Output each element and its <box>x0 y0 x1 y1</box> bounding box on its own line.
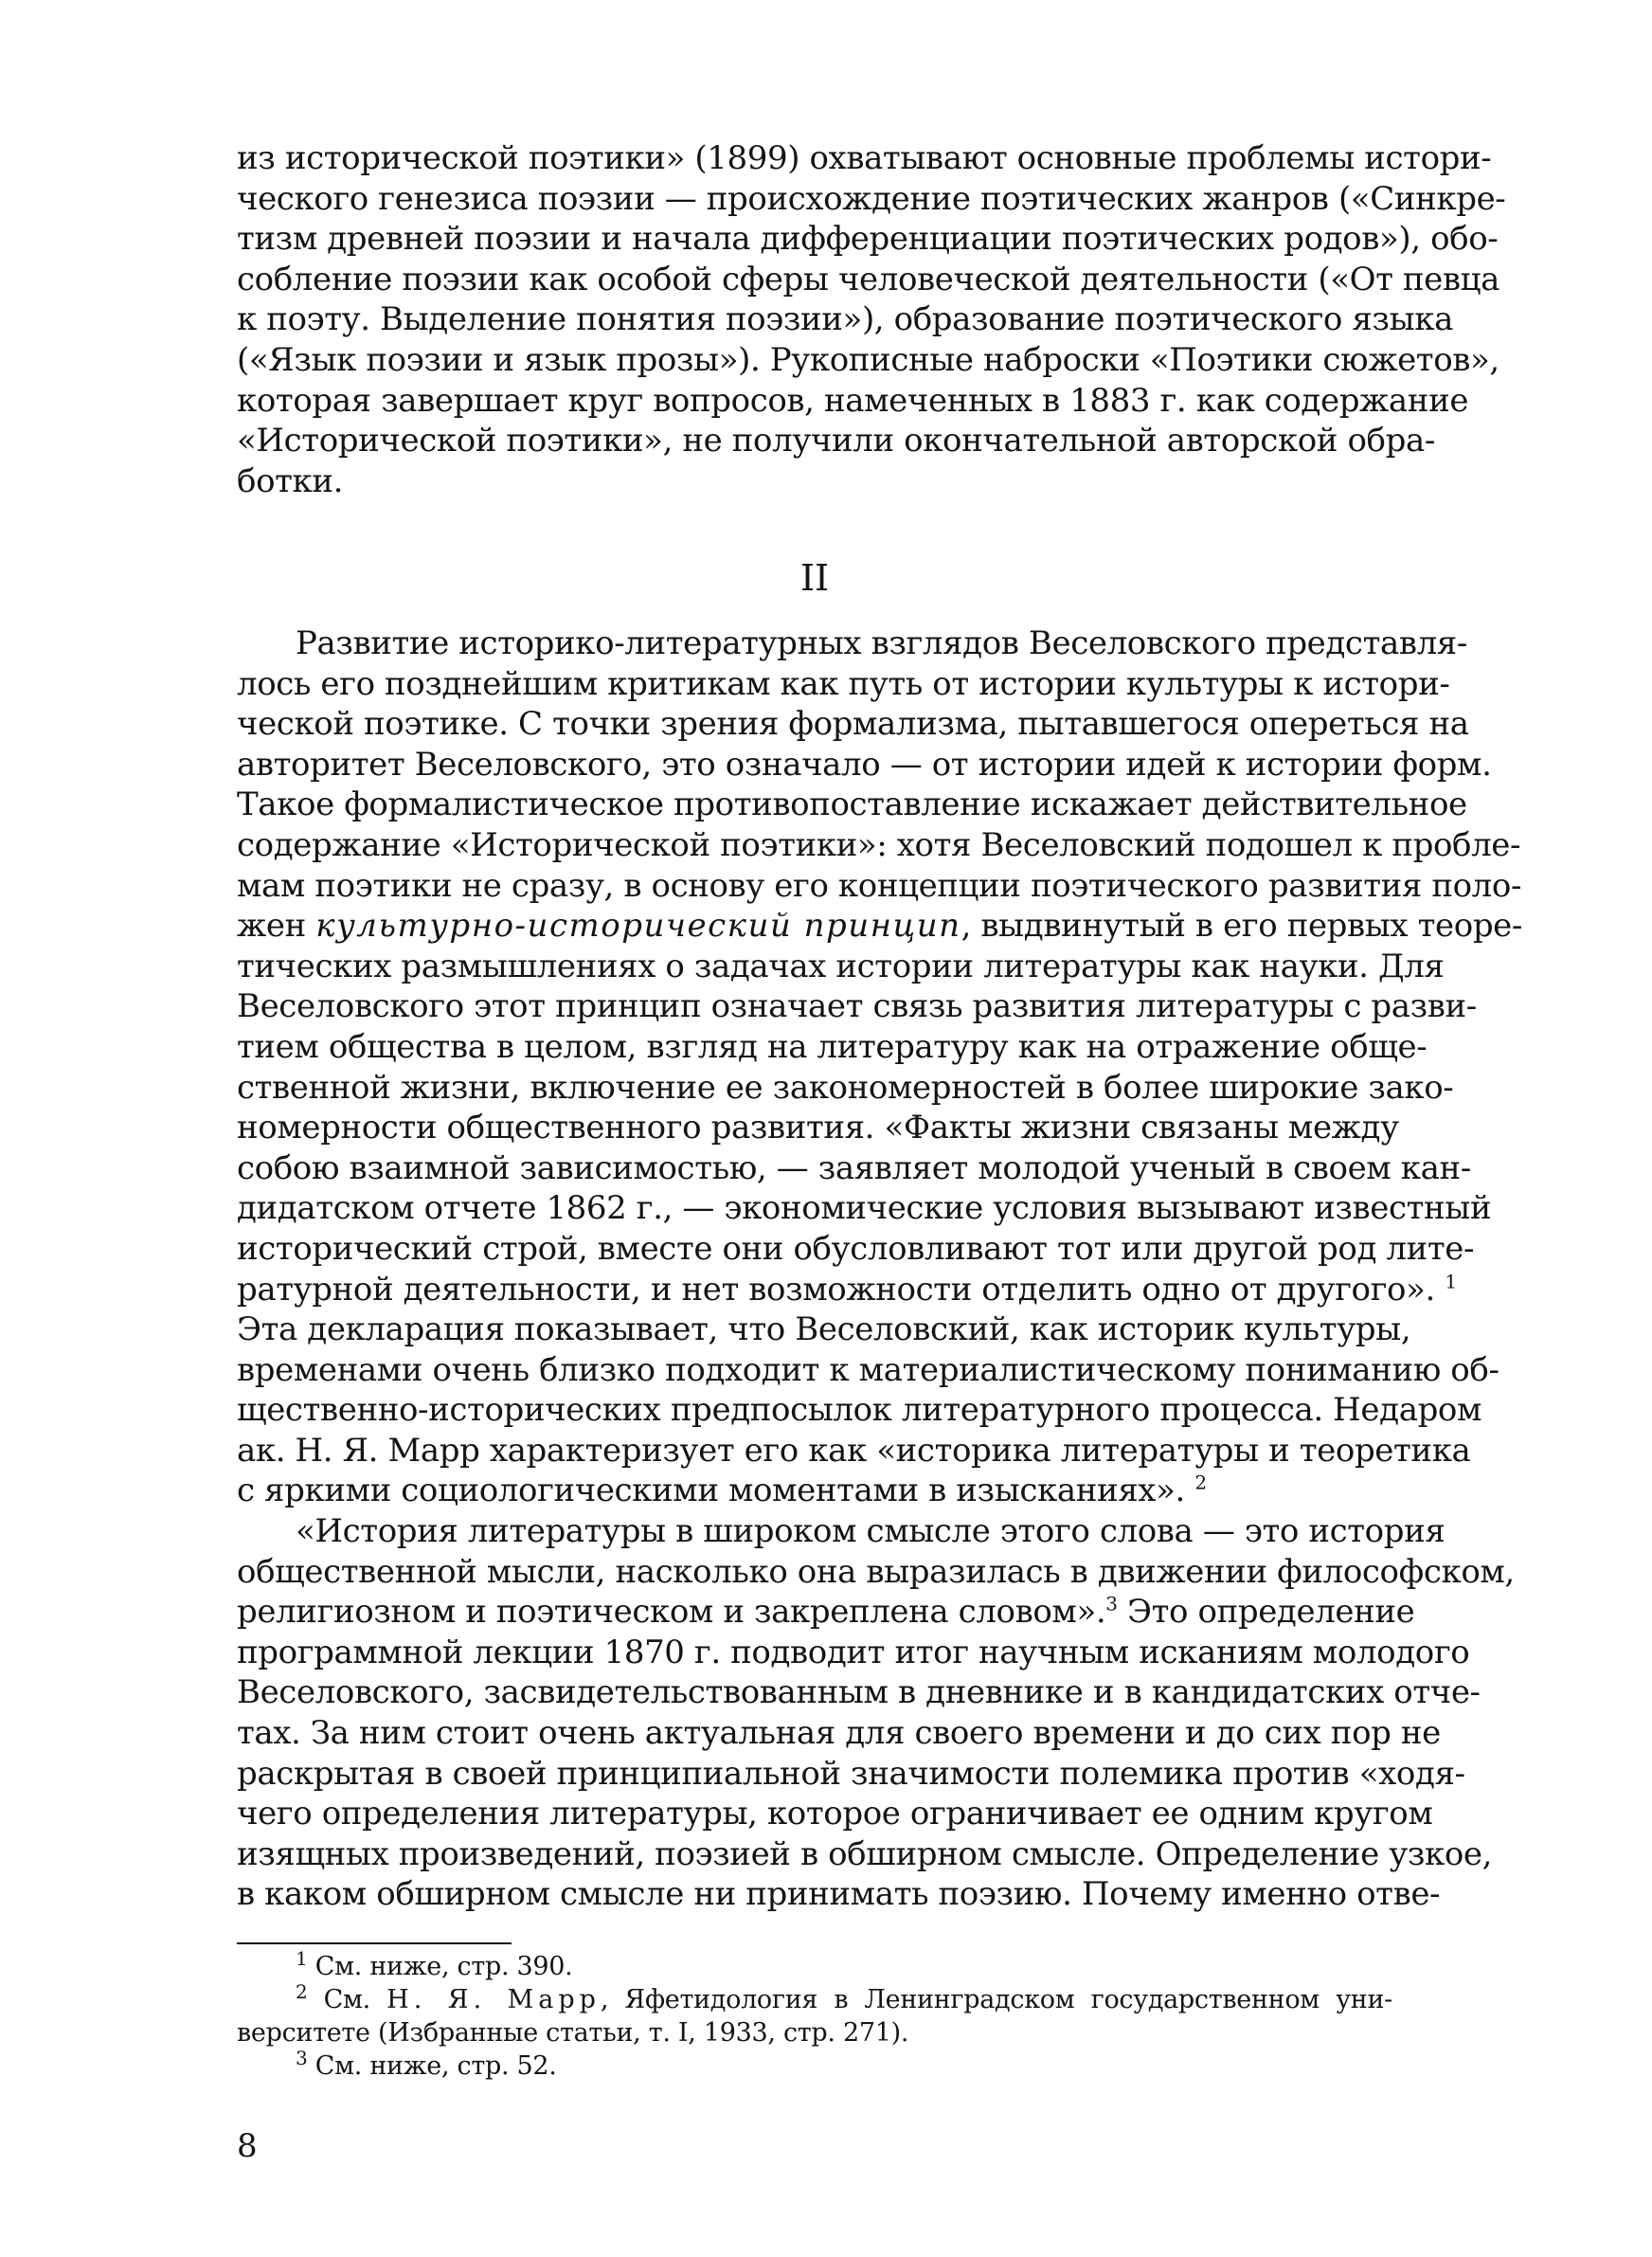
paragraph <box>237 623 1522 1915</box>
text-line <box>237 906 1522 947</box>
text-line: лось его позднейшим критикам как путь от истории культуры к истори- <box>237 664 1450 703</box>
text-line: авторитет Веселовского, это означало — от истории идей к истории форм. <box>237 745 1492 784</box>
footnote-2-continued: верситете (Избранные статьи, т. I, 1933, стр. 271). <box>237 2018 909 2048</box>
text-line: тах. За ним стоит очень актуальная для своего времени и до сих пор не <box>237 1714 1441 1753</box>
text-line <box>237 1471 1392 1511</box>
text-line: Веселовского этот принцип означает связь развития литературы с разви- <box>237 987 1477 1026</box>
text-line: раскрытая в своей принципиальной значимости полемика против «ходя- <box>237 1754 1465 1793</box>
text-line: к поэту. Выделение понятия поэзии»), образование поэтического языка <box>237 300 1453 339</box>
text-line: ческого генезиса поэзии — происхождение поэтических жанров («Синкре- <box>237 179 1506 218</box>
section-heading: II <box>799 557 830 599</box>
text-line: чего определения литературы, которое ограничивает ее одним кругом <box>237 1795 1433 1833</box>
footnote-ref: 1 <box>1445 1270 1457 1293</box>
footnote-mark: 2 <box>296 1980 308 2003</box>
text-line: Развитие историко-литературных взглядов Веселовского представля- <box>296 624 1467 662</box>
text-line: тических размышлениях о задачах истории литературы как науки. Для <box>237 947 1445 985</box>
footnote-text: См. <box>307 1985 387 2014</box>
text-line: «Исторической поэтики», не получили окончательной авторской обра- <box>237 422 1435 460</box>
text-fragment: религиозном и поэтическом и закреплена словом». <box>237 1593 1106 1632</box>
text-line: изящных произведений, поэзией в обширном смысле. Определение узкое, <box>237 1834 1493 1873</box>
text-line: ственной жизни, включение ее закономерностей в более широкие зако- <box>237 1068 1454 1107</box>
text-line: временами очень близко подходит к материалистическому пониманию об- <box>237 1350 1499 1389</box>
text-fragment: , выдвинутый в его первых теоре- <box>961 907 1522 946</box>
text-line: («Язык поэзии и язык прозы»). Рукописные наброски «Поэтики сюжетов», <box>237 340 1499 379</box>
text-fragment: жен <box>237 907 316 946</box>
text-line: номерности общественного развития. «Факты жизни связаны между <box>237 1109 1399 1147</box>
footnotes <box>237 1947 1392 2083</box>
footnote-mark: 1 <box>296 1947 308 1970</box>
text-line: щественно-исторических предпосылок литературного процесса. Недаром <box>237 1391 1482 1430</box>
page-number: 8 <box>237 2127 258 2165</box>
text-fragment: Это определение <box>1117 1593 1415 1632</box>
emphasized-text: культурно-исторический принцип <box>315 907 961 946</box>
footnote-text: См. ниже, стр. 52. <box>307 2051 557 2081</box>
text-line: «История литературы в широком смысле этого слова — это история <box>296 1512 1446 1551</box>
footnote-mark: 3 <box>296 2047 308 2069</box>
text-line: собление поэзии как особой сферы человеческой деятельности («От певца <box>237 260 1499 298</box>
text-line: Эта декларация показывает, что Веселовский, как историк культуры, <box>237 1310 1411 1349</box>
text-line <box>237 1270 1457 1310</box>
text-line: мам поэтики не сразу, в основу его концепции поэтического развития поло- <box>237 866 1522 905</box>
footnote-author: Н. Я. Марр <box>386 1985 601 2014</box>
text-line: в каком обширном смысле ни принимать поэзию. Почему именно отве- <box>237 1875 1441 1914</box>
text-line: которая завершает круг вопросов, намеченных в 1883 г. как содержание <box>237 381 1469 420</box>
text-line: собою взаимной зависимостью, — заявляет молодой ученый в своем кан- <box>237 1148 1471 1187</box>
text-line: ак. Н. Я. Марр характеризует его как «историка литературы и теоретика <box>237 1431 1471 1470</box>
footnote-2 <box>237 1980 1392 2016</box>
footnote-divider <box>237 1942 512 1944</box>
text-line: Такое формалистическое противопоставление искажает действительное <box>237 785 1467 824</box>
text-line: тизм древней поэзии и начала дифференциации поэтических родов»), обо- <box>237 220 1499 259</box>
footnote-ref: 2 <box>1194 1472 1207 1495</box>
text-line: из исторической поэтики» (1899) охватывают основные проблемы истори- <box>237 139 1492 177</box>
text-line: ческой поэтике. С точки зрения формализма, пытавшегося опереться на <box>237 705 1469 744</box>
text-line: Веселовского, засвидетельствованным в дневнике и в кандидатских отче- <box>237 1673 1481 1712</box>
footnote-1 <box>237 1947 1392 1983</box>
paragraph-continuation <box>237 138 1506 501</box>
text-fragment: ратурной деятельности, и нет возможности отделить одно от другого». <box>237 1270 1435 1309</box>
text-line: тием общества в целом, взгляд на литературу как на отражение обще- <box>237 1027 1428 1066</box>
footnote-text: , Яфетидология в Ленинградском государственном уни- <box>600 1985 1392 2014</box>
footnote-3 <box>237 2049 1392 2083</box>
text-line: исторический строй, вместе они обусловливают тот или другой род лите- <box>237 1229 1475 1268</box>
text-line: общественной мысли, насколько она выразилась в движении философском, <box>237 1552 1515 1591</box>
text-line: ботки. <box>237 461 344 500</box>
footnote-text: См. ниже, стр. 390. <box>307 1952 573 1981</box>
text-line: дидатском отчете 1862 г., — экономические условия вызывают известный <box>237 1189 1492 1228</box>
text-line: программной лекции 1870 г. подводит итог научным исканиям молодого <box>237 1633 1470 1671</box>
text-line: содержание «Исторической поэтики»: хотя Веселовский подошел к пробле- <box>237 825 1521 864</box>
footnote-ref: 3 <box>1105 1592 1118 1616</box>
text-fragment: с яркими социологическими моментами в изысканиях». <box>237 1472 1185 1510</box>
text-line <box>237 1592 1415 1633</box>
